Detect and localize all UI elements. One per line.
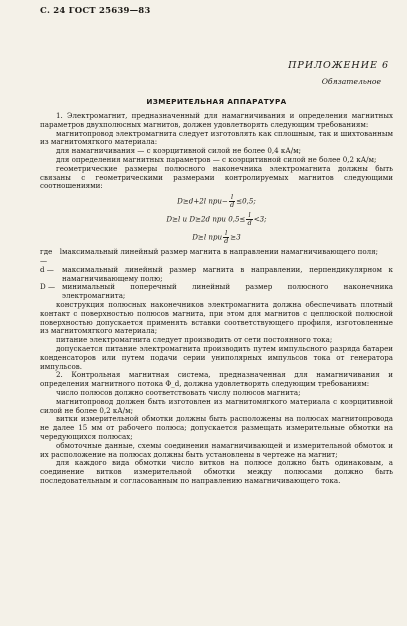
definition-text: максимальный линейный размер магнита в направлении, перпендикулярном к намагничивающему полю; bbox=[62, 264, 393, 283]
definition-text: минимальный поперечный линейный размер полюсного наконечника электромагнита; bbox=[62, 282, 393, 301]
formula-1 bbox=[40, 194, 393, 209]
appendix-subtitle: Обязательное bbox=[321, 77, 381, 86]
definition-symbol: D — bbox=[40, 282, 56, 292]
paragraph: для намагничивания — с коэрцитивной силой не более 0,4 кА/м; bbox=[56, 146, 302, 156]
paragraph: обмоточные данные, схемы соединения намагничивающей и измерительной обмоток и их расположение на полюсах должны быть установлены в чертеже на магнит; bbox=[40, 440, 393, 459]
fraction bbox=[229, 194, 235, 209]
definitions-list bbox=[40, 248, 393, 301]
fraction bbox=[223, 230, 229, 245]
paragraph: число полюсов должно соответствовать числу полюсов магнита; bbox=[56, 387, 301, 397]
definition-symbol: d — bbox=[40, 264, 54, 274]
appendix-title: ПРИЛОЖЕНИЕ 6 bbox=[288, 60, 389, 71]
paragraph: питание электромагнита следует производить от сети постоянного тока; bbox=[56, 335, 333, 345]
paragraph: конструкция полюсных наконечников электромагнита должна обеспечивать плотный контакт с поверхностью полюсов магнита, при этом для магнитов с цеплюской полюсной поверхностью допускается применять вставки соответствующего профиля, изготовленные из магнитомягкого материала; bbox=[40, 299, 393, 336]
formula-right: ≥3 bbox=[230, 232, 241, 242]
paragraph: магнитопровод электромагнита следует изготовлять как сплошным, так и шихтованным из магнитомягкого материала: bbox=[40, 128, 393, 147]
section-title: ИЗМЕРИТЕЛЬНАЯ АППАРАТУРА bbox=[146, 97, 287, 106]
appendix-block bbox=[288, 60, 389, 86]
formula-2 bbox=[40, 212, 393, 227]
paragraph: 1. Электромагнит, предназначенный для намагничивания и определения магнитных параметров двухполюсных магнитов, должен удовлетворять следующим требованиям: bbox=[40, 111, 393, 129]
paragraph: для каждого вида обмотки число витков на полюсе должно быть одинаковым, а соединение витков измерительной обмотки между полюсами должно быть последовательным и согласованным по направлению намагничивающего тока. bbox=[40, 458, 393, 485]
formula-left: D≥l и D≥2d при 0,5≤ bbox=[166, 214, 246, 224]
paragraph: допускается питание электромагнита производить путем импульсного разряда батареи конденсаторов или путем подачи серии униполярных импульсов тока от генератора импульсов. bbox=[40, 343, 393, 371]
definition-symbol: где l — bbox=[40, 247, 62, 265]
document-body bbox=[40, 112, 393, 486]
fraction-numerator: l bbox=[223, 230, 229, 238]
definition-item bbox=[40, 266, 393, 284]
fraction-numerator: l bbox=[246, 212, 252, 220]
formula-3 bbox=[40, 230, 393, 245]
formula-right: <3; bbox=[253, 214, 267, 224]
formula-left: D≥d+2l при− bbox=[177, 196, 228, 206]
fraction bbox=[246, 212, 252, 227]
fraction-numerator: l bbox=[229, 194, 235, 202]
formula-left: D≥l при bbox=[192, 232, 223, 242]
paragraph: 2. Контрольная магнитная система, предназначенная для намагничивания и определения магнитного потока Φ_d, должна удовлетворять следующим требованиям: bbox=[40, 370, 393, 389]
formula-right: ≤0,5; bbox=[236, 196, 256, 206]
fraction-denominator: d bbox=[224, 237, 229, 246]
fraction-denominator: d bbox=[229, 201, 235, 210]
definition-item bbox=[40, 283, 393, 301]
fraction-denominator: d bbox=[247, 219, 252, 228]
definition-text: максимальный линейный размер магнита в направлении намагничивающего поля; bbox=[62, 247, 379, 257]
page-header: С. 24 ГОСТ 25639—83 bbox=[40, 6, 151, 16]
paragraph: для определения магнитных параметров — с коэрцитивной силой не более 0,2 кА/м; bbox=[56, 154, 377, 164]
definition-item bbox=[40, 248, 393, 266]
paragraph: витки измерительной обмотки должны быть расположены на полюсах магнитопровода не далее 15 мм от рабочего полюса; допускается размещать измерительные обмотки на чередующихся полюсах; bbox=[40, 414, 393, 441]
paragraph: геометрические размеры полюсного наконечника электромагнита должны быть связаны с геометрическими размерами контролируемых магнитов следующими соотношениями: bbox=[40, 163, 393, 191]
paragraph: магнитопровод должен быть изготовлен из магнитомягкого материала с коэрцитивной силой не более 0,2 кА/м; bbox=[40, 396, 393, 415]
